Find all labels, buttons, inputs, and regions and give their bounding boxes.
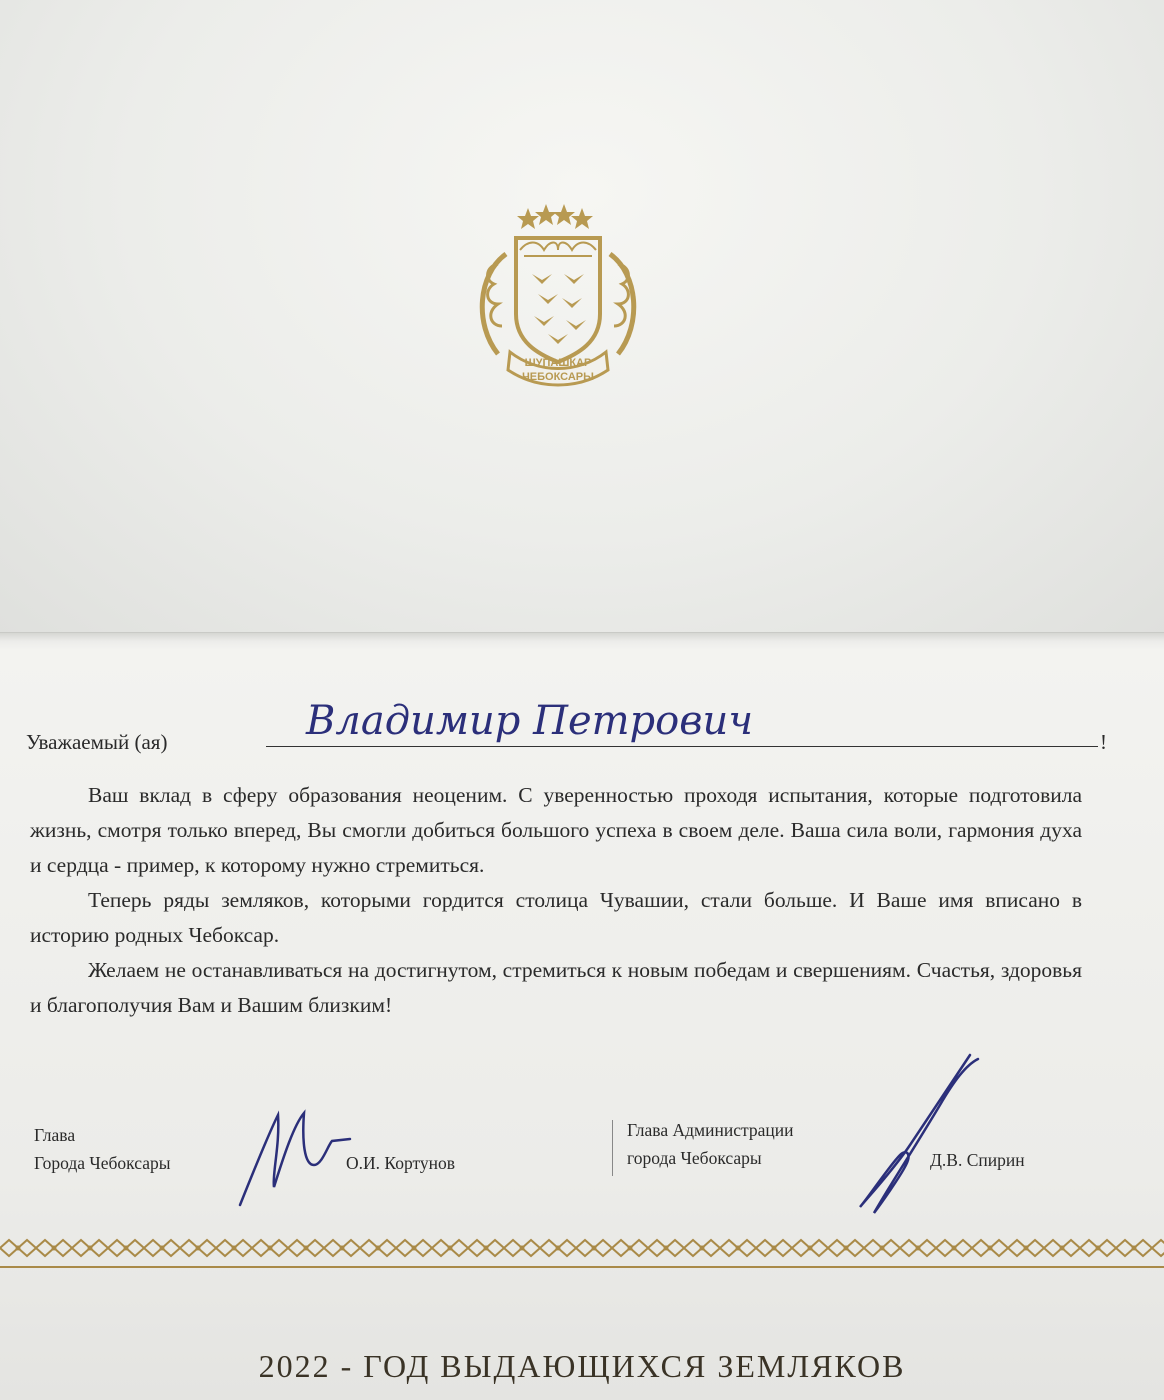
handwritten-name: [296, 692, 856, 752]
ornamental-border: [0, 1236, 1164, 1272]
salutation-label: Уважаемый (ая): [26, 730, 168, 754]
paragraph-3: Желаем не останавливаться на достигнутом, стремиться к новым победам и свершениям. Счастья, здоровья и благополучия Вам и Вашим близким!: [30, 958, 1082, 1017]
right-title-line1: Глава Администрации: [627, 1120, 794, 1140]
signature-spirin: [850, 1045, 990, 1220]
cheboksary-emblem-icon: [458, 194, 658, 394]
paragraph-2: Теперь ряды земляков, которыми гордится столица Чувашии, стали больше. И Ваше имя вписано в историю родных Чебоксар.: [30, 888, 1082, 947]
paragraph-1: Ваш вклад в сферу образования неоценим. С уверенностью проходя испытания, которые подготовила жизнь, смотря только вперед, Вы смогли добиться большого успеха в своем деле. Ваша сила воли, гармония духа и сердца - пример, к которому нужно стремиться.: [30, 783, 1082, 877]
left-signatory-title: [34, 1121, 171, 1177]
right-signatory-name: Д.В. Спирин: [930, 1150, 1025, 1170]
footer-title: 2022 - ГОД ВЫДАЮЩИХСЯ ЗЕМЛЯКОВ: [258, 1348, 906, 1384]
salutation-line: [26, 698, 1136, 766]
left-title-line2: Города Чебоксары: [34, 1153, 171, 1173]
letter-body: [30, 778, 1082, 1023]
right-title-line2: города Чебоксары: [627, 1148, 762, 1168]
card-fold: [0, 632, 1164, 651]
salutation-exclamation: !: [1100, 730, 1107, 754]
svg-text:Владимир Петрович: Владимир Петрович: [306, 698, 754, 744]
left-signatory-name: О.И. Кортунов: [346, 1153, 456, 1173]
svg-text:ЧЕБОКСАРЫ: ЧЕБОКСАРЫ: [522, 371, 594, 383]
svg-text:ШУПАШКАР: ШУПАШКАР: [524, 357, 592, 369]
left-title-line1: Глава: [34, 1125, 76, 1145]
signature-divider: [612, 1120, 613, 1176]
right-signatory-title: [627, 1116, 793, 1172]
